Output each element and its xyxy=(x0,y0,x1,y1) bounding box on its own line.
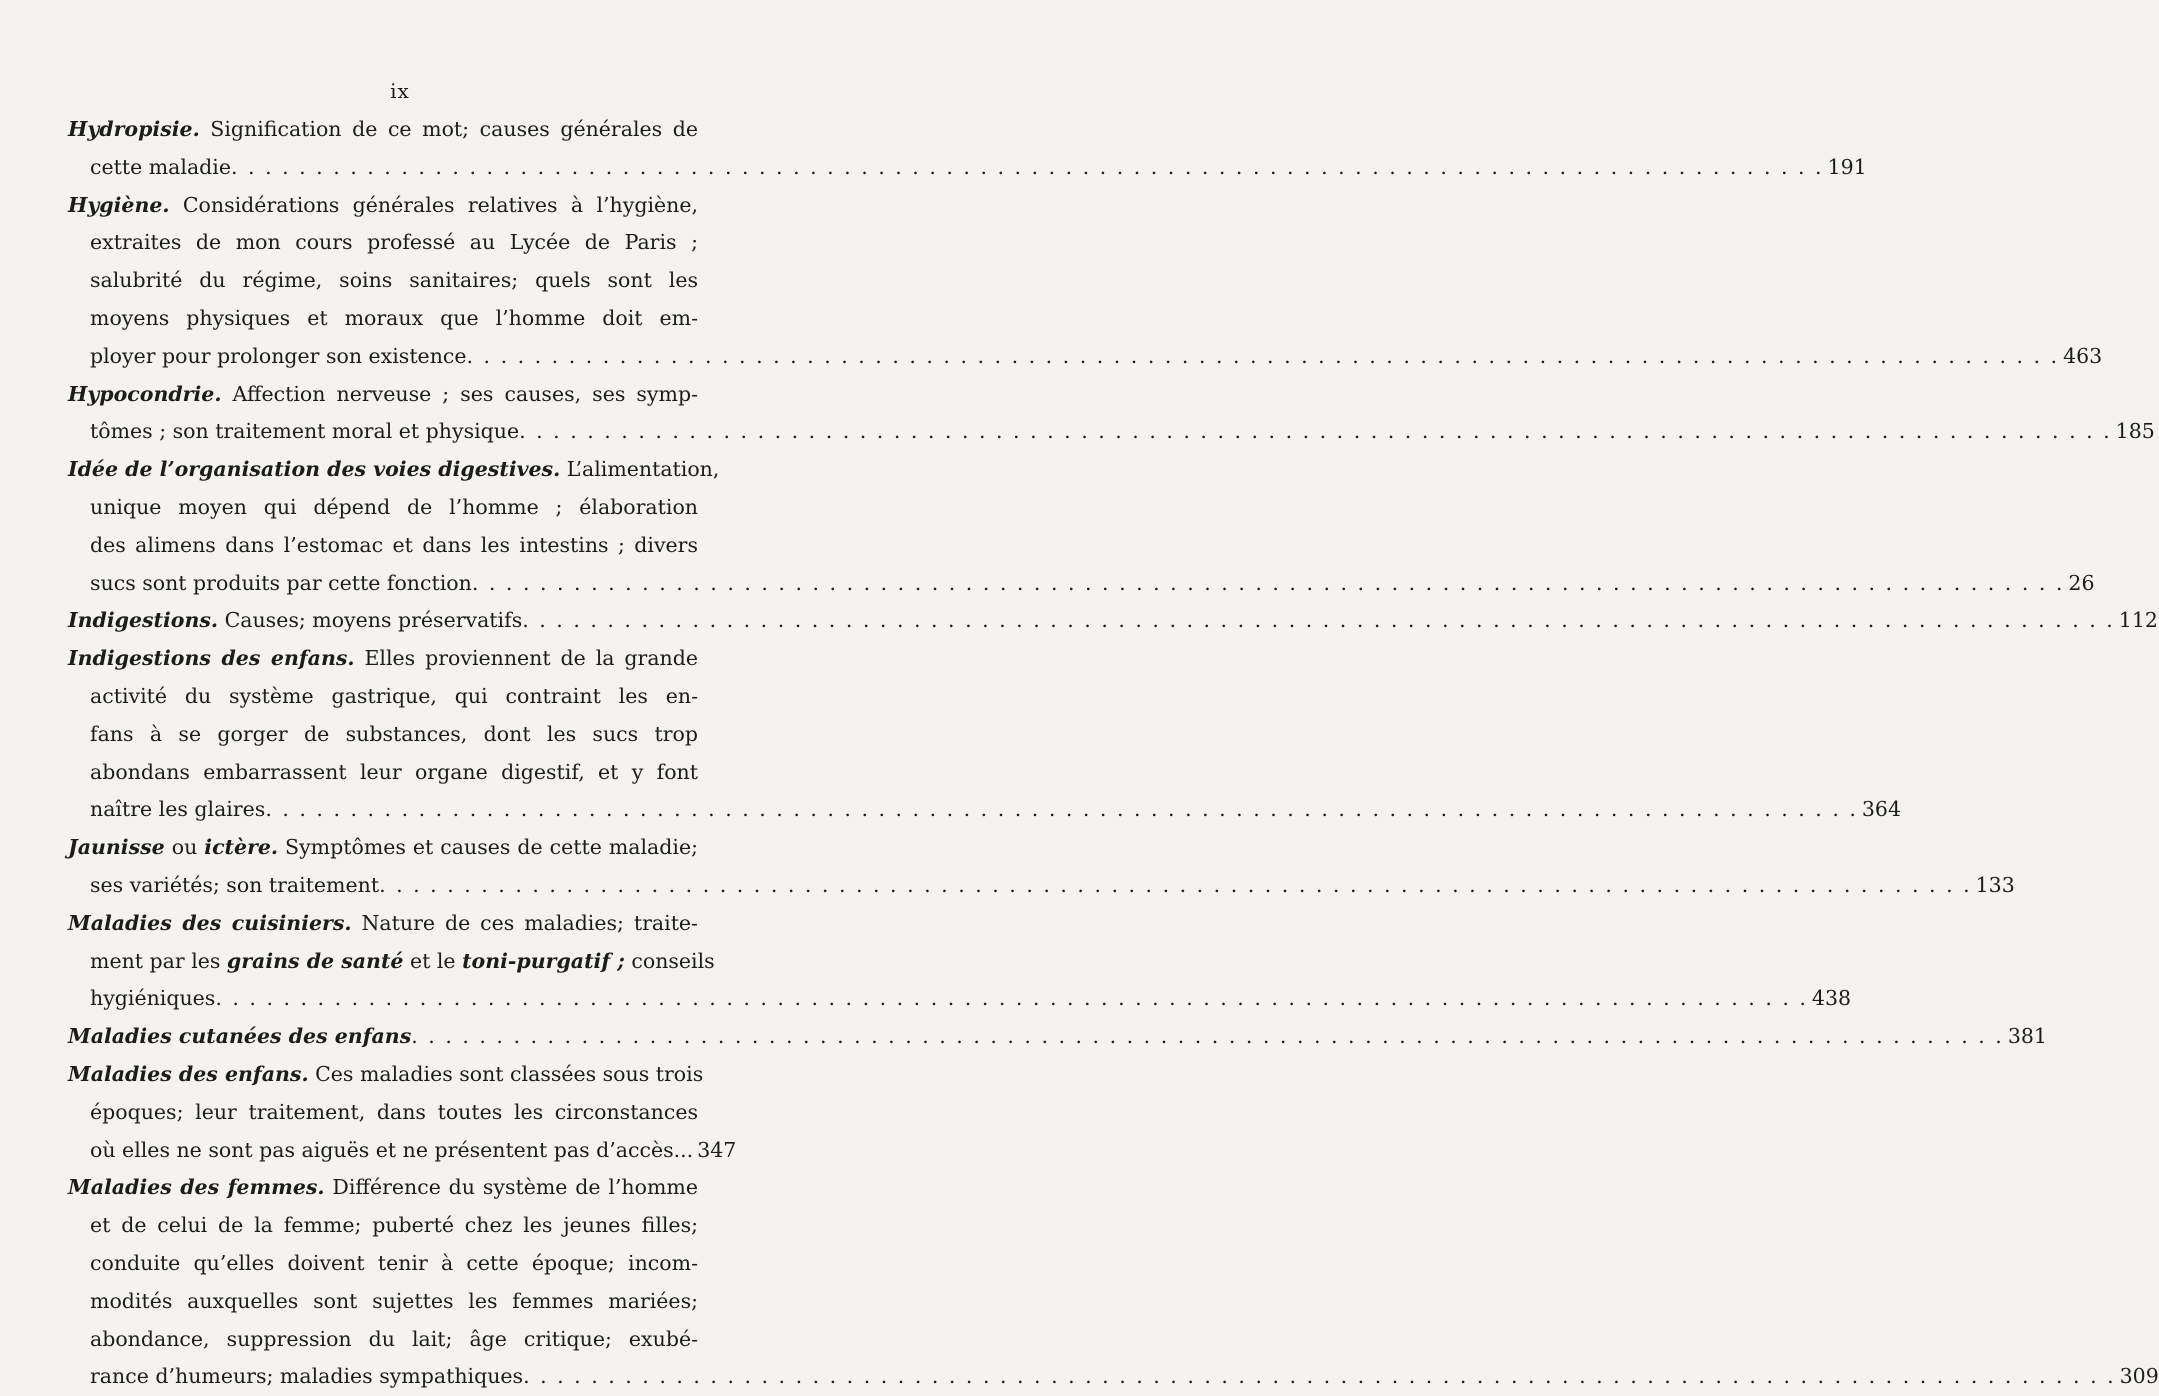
dot-leader xyxy=(523,1358,2116,1396)
entry-continuation-line xyxy=(68,262,698,300)
entry-line-text xyxy=(68,829,698,867)
index-entry-maladies-cutanees-enfans xyxy=(68,1018,2047,1056)
entry-description: abondans embarrassent leur organe digestif, et y font xyxy=(90,759,698,784)
entry-continuation-line xyxy=(68,980,1852,1018)
entry-line-text xyxy=(90,527,698,565)
page-reference: 364 xyxy=(1861,797,1902,822)
page-reference: 381 xyxy=(2007,1024,2047,1049)
entry-continuation-line xyxy=(68,1132,737,1170)
entry-heading-line xyxy=(68,1018,2047,1056)
entry-line-text xyxy=(90,300,698,338)
entry-description: époques; leur traitement, dans toutes les circonstances xyxy=(90,1099,698,1124)
entry-heading-line xyxy=(68,829,698,867)
entry-description: Symptômes et causes de cette maladie; xyxy=(278,835,699,860)
page-reference: 463 xyxy=(2063,343,2103,368)
entry-description: Elles proviennent de la grande xyxy=(354,646,699,671)
entry-description: abondance, suppression du lait; âge critique; exubé- xyxy=(90,1326,698,1351)
entry-heading-line xyxy=(68,111,698,149)
entry-continuation-line xyxy=(68,224,698,262)
entry-continuation-line xyxy=(68,149,1867,187)
entry-continuation-line xyxy=(68,791,1902,829)
index-entry-maladies-cuisiniers xyxy=(68,905,1852,1018)
entry-term: Maladies cutanées des enfans xyxy=(68,1024,412,1049)
entry-italic-term: ictère. xyxy=(204,835,279,860)
entry-description: Ces maladies sont classées sous trois xyxy=(308,1061,704,1086)
index-entry-idee-organisation xyxy=(68,451,2095,602)
entry-description: extraites de mon cours professé au Lycée de Paris ; xyxy=(90,230,698,255)
entry-description: Causes; moyens préservatifs xyxy=(218,608,523,633)
entry-line-text xyxy=(68,1169,698,1207)
entry-term: Maladies des femmes. xyxy=(68,1175,325,1200)
entry-line-text xyxy=(68,111,698,149)
entry-continuation-line xyxy=(68,943,715,981)
entry-term: Maladies des cuisiniers. xyxy=(68,910,352,935)
dot-leader xyxy=(467,338,2060,376)
entry-line-text xyxy=(90,678,698,716)
entry-continuation-line xyxy=(68,678,698,716)
entry-description: unique moyen qui dépend de l’homme ; élaboration xyxy=(90,494,698,519)
entry-line-text xyxy=(68,640,698,678)
dot-leader xyxy=(522,602,2115,640)
entry-term: Idée de l’organisation des voies digestives. xyxy=(68,457,561,482)
index-entry-indigestions xyxy=(68,602,2158,640)
entry-description: cette maladie xyxy=(90,154,231,179)
entry-line-text xyxy=(68,1018,411,1056)
entry-description: Considérations générales relatives à l’hygiène, xyxy=(169,192,698,217)
dot-leader xyxy=(265,791,1858,829)
entry-line-text xyxy=(68,602,522,640)
entry-term: Hydropisie. xyxy=(68,117,200,141)
entry-line-text xyxy=(90,980,215,1018)
entry-continuation-line xyxy=(68,1207,698,1245)
entry-continuation-line xyxy=(68,300,698,338)
entry-italic-term: grains de santé xyxy=(226,948,404,973)
dot-leader xyxy=(411,1018,2004,1056)
entry-line-text xyxy=(90,791,265,829)
entry-term: Hypocondrie. xyxy=(68,381,222,406)
entry-description: fans à se gorger de substances, dont les sucs trop xyxy=(90,721,698,746)
entry-description: conduite qu’elles doivent tenir à cette époque; incom- xyxy=(90,1250,698,1275)
entry-description: ment par les xyxy=(90,948,227,973)
page-reference: 309 xyxy=(2119,1364,2159,1389)
entry-description: naître les glaires xyxy=(90,797,266,822)
entry-line-text xyxy=(90,1283,698,1321)
entry-line-text xyxy=(90,1094,698,1132)
page-reference: 185 xyxy=(2115,419,2155,444)
entry-line-text xyxy=(68,905,698,943)
entry-line-text xyxy=(90,1245,698,1283)
index-entries xyxy=(68,111,2159,1396)
entry-description: salubrité du régime, soins sanitaires; quels sont les xyxy=(90,268,698,293)
entry-line-text xyxy=(90,224,698,262)
entry-description: Affection nerveuse ; ses causes, ses symp- xyxy=(221,381,698,406)
entry-line-text xyxy=(90,1358,523,1396)
entry-description: sucs sont produits par cette fonction xyxy=(90,570,472,595)
entry-heading-line xyxy=(68,1169,698,1207)
entry-continuation-line xyxy=(68,565,2095,603)
index-entry-indigestions-enfans xyxy=(68,640,1902,829)
entry-heading-line xyxy=(68,640,698,678)
entry-continuation-line xyxy=(68,1283,698,1321)
entry-line-text xyxy=(68,1056,704,1094)
index-entry-hypocondrie xyxy=(68,376,2155,452)
entry-line-text xyxy=(90,489,698,527)
entry-description: ployer pour prolonger son existence xyxy=(90,343,467,368)
entry-heading-line xyxy=(68,451,720,489)
dot-leader xyxy=(379,867,1972,905)
entry-description: et de celui de la femme; puberté chez les jeunes filles; xyxy=(90,1213,698,1238)
entry-continuation-line xyxy=(68,1094,698,1132)
entry-continuation-line xyxy=(68,754,698,792)
dot-leader xyxy=(472,565,2065,603)
entry-line-text xyxy=(90,716,698,754)
entry-description: Nature de ces maladies; traite- xyxy=(351,910,698,935)
page-reference: 438 xyxy=(1811,986,1852,1011)
entry-continuation-line xyxy=(68,527,698,565)
dot-leader xyxy=(231,149,1824,187)
entry-term: Maladies des enfans. xyxy=(68,1061,309,1086)
entry-line-text xyxy=(68,187,698,225)
index-entry-maladies-femmes xyxy=(68,1169,2159,1396)
entry-continuation-line xyxy=(68,867,2015,905)
entry-line-text xyxy=(90,149,231,187)
entry-description: et le xyxy=(403,948,463,973)
entry-line-text xyxy=(90,943,715,981)
entry-description: rance d’humeurs; maladies sympathiques xyxy=(90,1364,524,1389)
entry-description: conseils xyxy=(624,948,715,973)
entry-continuation-line xyxy=(68,489,698,527)
entry-line-text xyxy=(68,376,698,414)
entry-continuation-line xyxy=(68,716,698,754)
entry-line-text xyxy=(90,1207,698,1245)
entry-line-text xyxy=(90,565,472,603)
entry-line-text xyxy=(90,338,467,376)
entry-description: où elles ne sont pas aiguës et ne présentent pas d’accès... xyxy=(90,1137,694,1162)
entry-description: des alimens dans l’estomac et dans les intestins ; divers xyxy=(90,532,698,557)
index-entry-hydropisie xyxy=(68,111,1867,187)
entry-heading-line xyxy=(68,905,698,943)
page-reference: 133 xyxy=(1975,872,2015,897)
entry-line-text xyxy=(90,867,379,905)
page-reference: 112 xyxy=(2118,608,2158,633)
entry-continuation-line xyxy=(68,413,2155,451)
entry-description: Signification de ce mot; causes générales de xyxy=(199,117,698,141)
entry-term: Jaunisse xyxy=(68,835,165,860)
entry-line-text xyxy=(90,413,519,451)
index-entry-jaunisse xyxy=(68,829,2015,905)
entry-italic-term: toni-purgatif ; xyxy=(462,948,625,973)
entry-description: tômes ; son traitement moral et physique xyxy=(90,419,520,444)
entry-description: ses variétés; son traitement xyxy=(90,872,380,897)
page-reference: 191 xyxy=(1827,154,1867,179)
page-reference: 347 xyxy=(697,1137,737,1162)
entry-line-text xyxy=(90,1321,698,1359)
page-reference: 26 xyxy=(2068,570,2095,595)
entry-term: Indigestions des enfans. xyxy=(68,646,355,671)
entry-continuation-line xyxy=(68,1321,698,1359)
dot-leader xyxy=(215,980,1808,1018)
entry-line-text xyxy=(90,1132,693,1170)
entry-line-text xyxy=(90,262,698,300)
entry-description: hygiéniques xyxy=(90,986,216,1011)
index-entry-hygiene xyxy=(68,187,2103,376)
entry-heading-line xyxy=(68,376,698,414)
entry-continuation-line xyxy=(68,338,2103,376)
entry-line-text xyxy=(90,754,698,792)
entry-heading-line xyxy=(68,187,698,225)
entry-description: moyens physiques et moraux que l’homme doit em- xyxy=(90,305,698,330)
entry-heading-line xyxy=(68,1056,704,1094)
entry-description: Différence du système de l’homme xyxy=(324,1175,698,1200)
entry-continuation-line xyxy=(68,1358,2159,1396)
entry-description: L’alimentation, xyxy=(560,457,720,482)
entry-description: ou xyxy=(164,835,205,860)
entry-term: Hygiène. xyxy=(68,192,170,217)
entry-description: activité du système gastrique, qui contraint les en- xyxy=(90,683,698,708)
index-entry-maladies-enfans xyxy=(68,1056,737,1169)
entry-description: modités auxquelles sont sujettes les femmes mariées; xyxy=(90,1288,698,1313)
page-number: ix xyxy=(390,79,410,103)
entry-continuation-line xyxy=(68,1245,698,1283)
dot-leader xyxy=(519,413,2112,451)
entry-heading-line xyxy=(68,602,2158,640)
entry-term: Indigestions. xyxy=(68,608,219,633)
entry-line-text xyxy=(68,451,720,489)
